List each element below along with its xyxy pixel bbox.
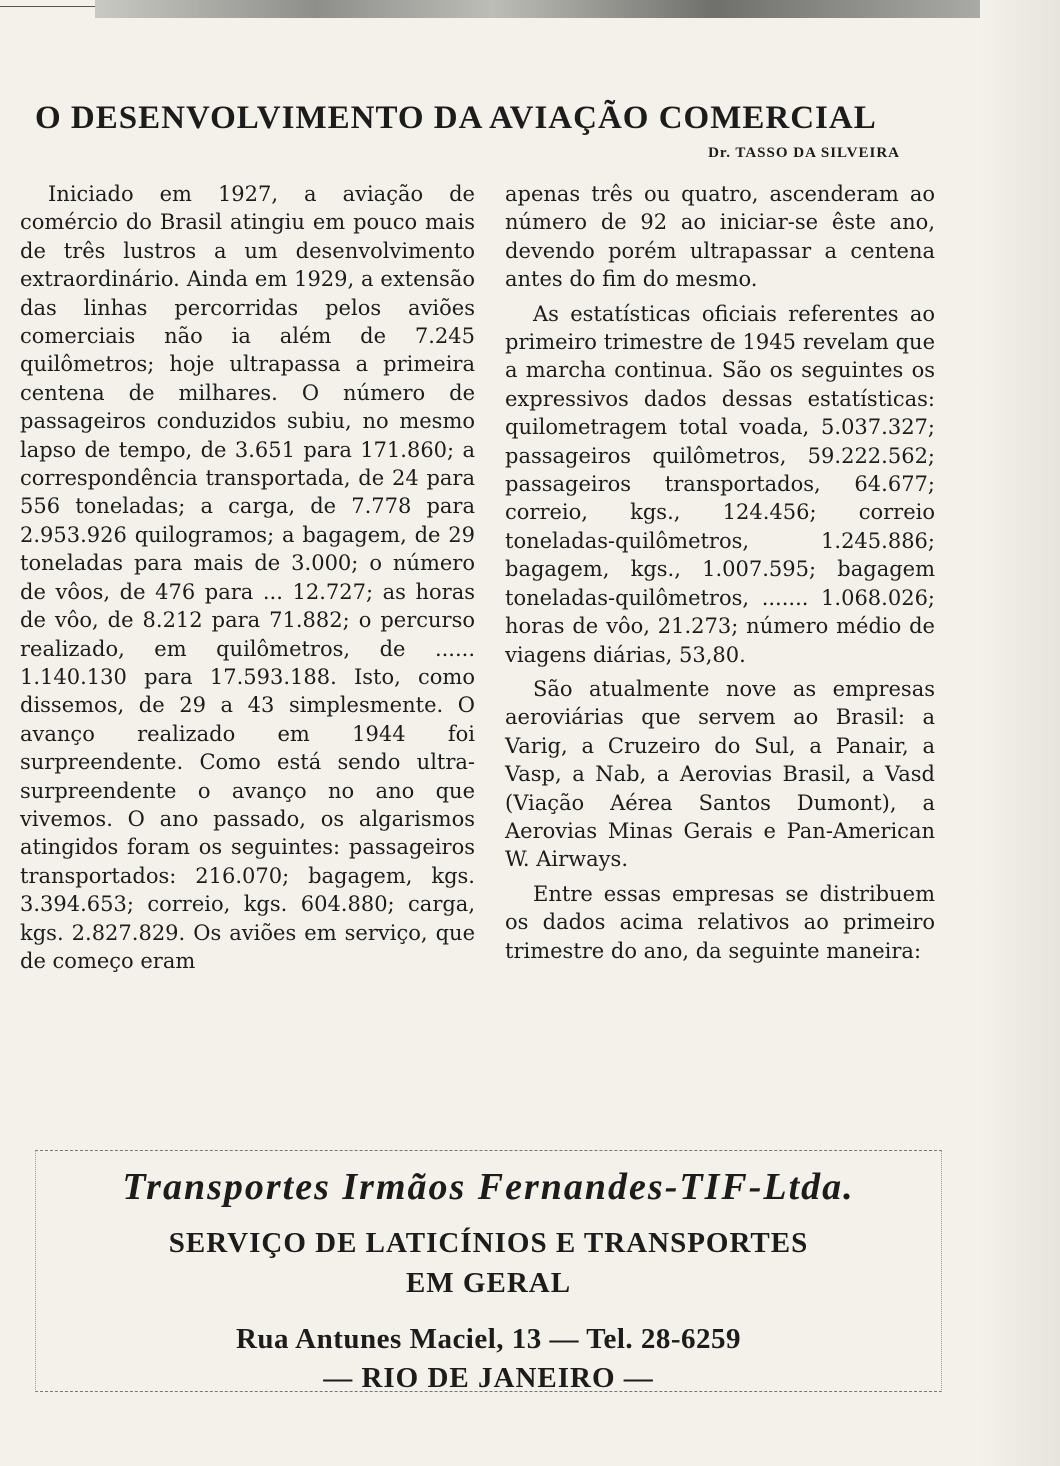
right-column: [505, 180, 935, 965]
paragraph: São atualmente nove as empresas aeroviárias que servem ao Brasil: a Varig, a Cruzeiro do Sul, a Panair, a Vasp, a Nab, a Aerovias Brasil, a Vasd (Viação Aérea Santos Dumont), a Aerovias Minas Gerais e Pan-American W. Airways.: [505, 676, 935, 872]
paragraph: Iniciado em 1927, a aviação de comércio do Brasil atingiu em pouco mais de três lustros a um desenvolvimento extraordinário. Ainda em 1929, a extensão das linhas percorridas pelos aviões comerciais não ia além de 7.245 quilômetros; hoje ultrapassa a primeira centena de milhares. O número de passageiros conduzidos subiu, no mesmo lapso de tempo, de 3.651 para 171.860; a correspondência transportada, de 24 para 556 toneladas; a carga, de 7.778 para 2.953.926 quilogramos; a bagagem, de 29 toneladas para mais de 3.000; o número de vôos, de 476 para ... 12.727; as horas de vôo, de 8.212 para 71.882; o percurso realizado, em quilômetros, de ...... 1.140.130 para 17.593.188. Isto, como dissemos, de 29 a 43 simplesmente. O avanço realizado em 1944 foi surpreendente. Como está sendo ultra-surpreendente o avanço no ano que vivemos. O ano passado, os algarismos atingidos foram os seguintes: passageiros transportados: 216.070; bagagem, kgs. 3.394.653; correio, kgs. 604.880; carga, kgs. 2.827.829. Os aviões em serviço, que de começo eram: [20, 182, 475, 973]
ad-address: Rua Antunes Maciel, 13 — Tel. 28-6259: [235, 1323, 742, 1355]
ad-service-line-1: SERVIÇO DE LATICÍNIOS E TRANSPORTES: [168, 1227, 809, 1259]
article-title: O DESENVOLVIMENTO DA AVIAÇÃO COMERCIAL: [35, 100, 877, 136]
ad-service-line-2: EM GERAL: [405, 1267, 572, 1299]
paragraph: apenas três ou quatro, ascenderam ao número de 92 ao iniciar-se êste ano, devendo porém ultrapassar a centena antes do fim do mesmo.: [505, 182, 935, 292]
top-rule: [0, 0, 95, 7]
paragraph: Entre essas empresas se distribuem os dados acima relativos ao primeiro trimestre do ano, da seguinte maneira:: [505, 881, 935, 963]
left-column: [20, 180, 475, 975]
ad-service-line: [36, 1223, 941, 1303]
ad-city: — RIO DE JANEIRO —: [323, 1362, 654, 1394]
page-edge: [980, 0, 1060, 1466]
ad-company-name: Transportes Irmãos Fernandes-TIF-Ltda.: [122, 1166, 855, 1208]
paragraph: As estatísticas oficiais referentes ao primeiro trimestre de 1945 revelam que a marcha continua. São os seguintes os expressivos dados dessas estatísticas: quilometragem total voada, 5.037.327; passageiros quilômetros, 59.222.562; passageiros transportados, 64.677; correio, kgs., 124.456; correio toneladas-quilômetros, 1.245.886; bagagem, kgs., 1.007.595; bagagem toneladas-quilômetros, ....... 1.068.026; horas de vôo, 21.273; número médio de viagens diárias, 53,80.: [505, 301, 935, 667]
advertisement-box: [35, 1150, 942, 1392]
article-author: Dr. TASSO DA SILVEIRA: [708, 145, 900, 161]
top-image-strip: [95, 0, 980, 18]
